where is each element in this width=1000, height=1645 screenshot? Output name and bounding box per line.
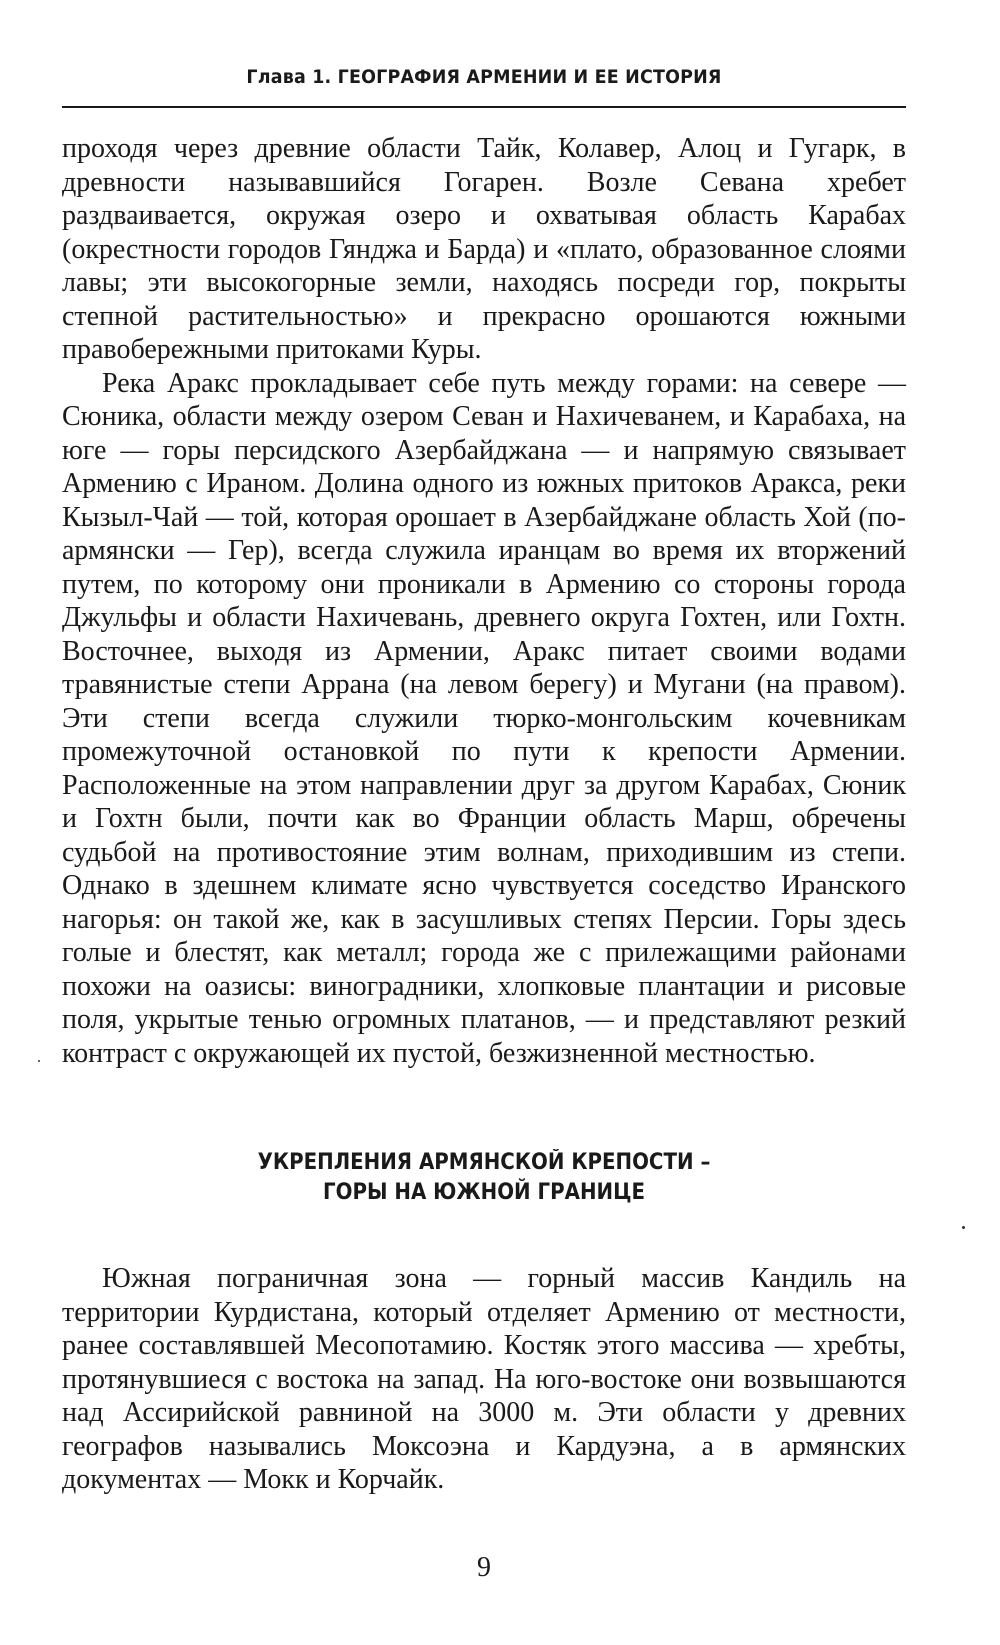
section-heading-line: УКРЕПЛЕНИЯ АРМЯНСКОЙ КРЕПОСТИ –	[257, 1150, 711, 1175]
body-paragraph: Южная пограничная зона — горный массив Кандиль на территории Курдистана, который отделяет Армению от местности, ранее составлявшей Месопотамию. Костяк этого массива — хребты, протянувшиеся с востока на запад. На юго-востоке они возвышаются над Ассирийской равниной на 3000 м. Эти области у древних географов назывались Моксоэна и Кардуэна, а в армянских документах — Мокк и Корчайк.	[62, 1263, 906, 1495]
book-page	[62, 0, 906, 1645]
body-paragraph: Река Аракс прокладывает себе путь между горами: на севере — Сюника, области между озером Севан и Нахичеванем, и Карабаха, на юге — горы персидского Азербайджана — и напрямую связывает Армению с Ираном. Долина одного из южных притоков Аракса, реки Кызыл-Чай — той, которая орошает в Азербайджане область Хой (по-армянски — Гер), всегда служила иранцам во время их вторжений путем, по которому они проникали в Армению со стороны города Джульфы и области Нахичевань, древнего округа Гохтен, или Гохтн. Восточнее, выходя из Армении, Аракс питает своими водами травянистые степи Аррана (на левом берегу) и Мугани (на правом). Эти степи всегда служили тюрко-монгольским кочевникам промежуточной остановкой по пути к крепости Армении. Расположенные на этом направлении друг за другом Карабах, Сюник и Гохтн были, почти как во Франции область Марш, обречены судьбой на противостояние этим волнам, приходившим из степи. Однако в здешнем климате ясно чувствуется соседство Иранского нагорья: он такой же, как в засушливых степях Персии. Горы здесь голые и блестят, как металл; города же с прилежащими районами похожи на оазисы: виноградники, хлопковые плантации и рисовые поля, укрытые тенью огромных платанов, — и представляют резкий контраст с окружающей их пустой, безжизненной местностью.	[62, 367, 906, 1069]
print-speck	[38, 1060, 40, 1062]
header-rule	[62, 106, 906, 108]
running-header: Глава 1. ГЕОГРАФИЯ АРМЕНИИ И ЕЕ ИСТОРИЯ	[246, 66, 722, 88]
page-number: 9	[477, 1552, 491, 1583]
section-heading	[104, 1148, 864, 1208]
body-paragraph: проходя через древние области Тайк, Колавер, Алоц и Гугарк, в древности называвшийся Гогарен. Возле Севана хребет раздваивается, окружая озеро и охватывая область Карабах (окрестности городов Гянджа и Барда) и «плато, образованное слоями лавы; эти высокогорные земли, находясь посреди гор, покрыты степной растительностью» и прекрасно орошаются южными правобережными притоками Куры.	[62, 133, 906, 365]
section-heading-line: ГОРЫ НА ЮЖНОЙ ГРАНИЦЕ	[322, 1180, 646, 1205]
section-text	[62, 1262, 906, 1497]
chapter-text	[62, 132, 906, 1070]
print-speck	[962, 1226, 965, 1229]
